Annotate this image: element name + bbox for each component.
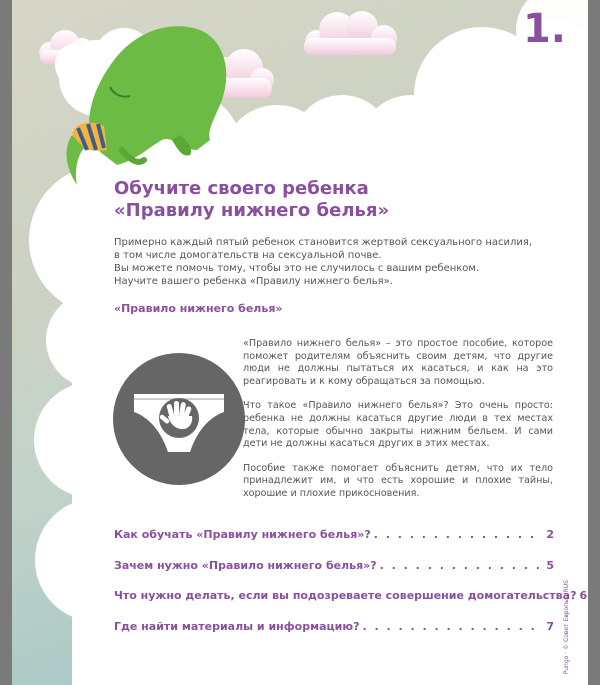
title-line-2: «Правилу нижнего белья»: [114, 200, 390, 221]
description-paragraph: Пособие также помогает объяснить детям, что их тело принадлежит им, и что есть хорошие и плохие тайны, хорошие и плохие прикосновения.: [243, 462, 553, 499]
description-paragraph: Что такое «Правило нижнего белья»? Это очень просто: ребенка не должны касаться другие люди в тех местах тела, которые обычно закрыты нижним бельем. И сами дети не должны касаться других в этих местах.: [243, 400, 553, 450]
brochure-page: [12, 0, 588, 685]
toc-item[interactable]: [114, 589, 588, 620]
page-number: 1.: [522, 6, 566, 52]
toc-label: Где найти материалы и информацию?: [114, 619, 360, 633]
intro-line: Примерно каждый пятый ребенок становится жертвой сексуального насилия,: [114, 237, 533, 248]
toc-item[interactable]: [114, 620, 554, 651]
toc-page-number: 5: [546, 558, 554, 572]
underwear-hand-icon: [112, 352, 246, 486]
description-paragraph: «Правило нижнего белья» – это простое пособие, которое поможет родителям объяснить своим детям, что другие люди не должны пытаться их касаться, и как на это реагировать и к кому обращаться за помощью.: [243, 338, 553, 387]
toc-item[interactable]: [114, 528, 554, 559]
credits: Pungo · © Совет Европы · RUS: [563, 580, 570, 675]
rule-heading: «Правило нижнего белья»: [114, 302, 283, 315]
toc-label: Как обучать «Правилу нижнего белья»?: [114, 528, 371, 541]
toc-label: Зачем нужно «Правило нижнего белья»?: [114, 558, 377, 572]
toc-page-number: 7: [546, 619, 554, 633]
title-line-1: Обучите своего ребенка: [114, 178, 369, 199]
toc-label: Что нужно делать, если вы подозреваете совершение домогательства?: [114, 589, 577, 602]
intro-line: Научите вашего ребенка «Правилу нижнего белья».: [114, 276, 393, 287]
toc-leader-dots: [362, 620, 543, 633]
toc-leader-dots: [374, 528, 544, 541]
toc-leader-dots: [380, 559, 544, 572]
intro-text: [114, 236, 534, 288]
toc-item[interactable]: [114, 559, 554, 590]
toc-page-number: 6: [579, 589, 588, 602]
intro-line: Вы можете помочь тому, чтобы это не случилось с вашим ребенком.: [114, 263, 480, 274]
page-title: [114, 178, 434, 222]
toc-page-number: 2: [546, 528, 554, 541]
rule-description: [243, 338, 553, 513]
intro-line: в том числе домогательств на сексуальной почве.: [114, 250, 382, 261]
